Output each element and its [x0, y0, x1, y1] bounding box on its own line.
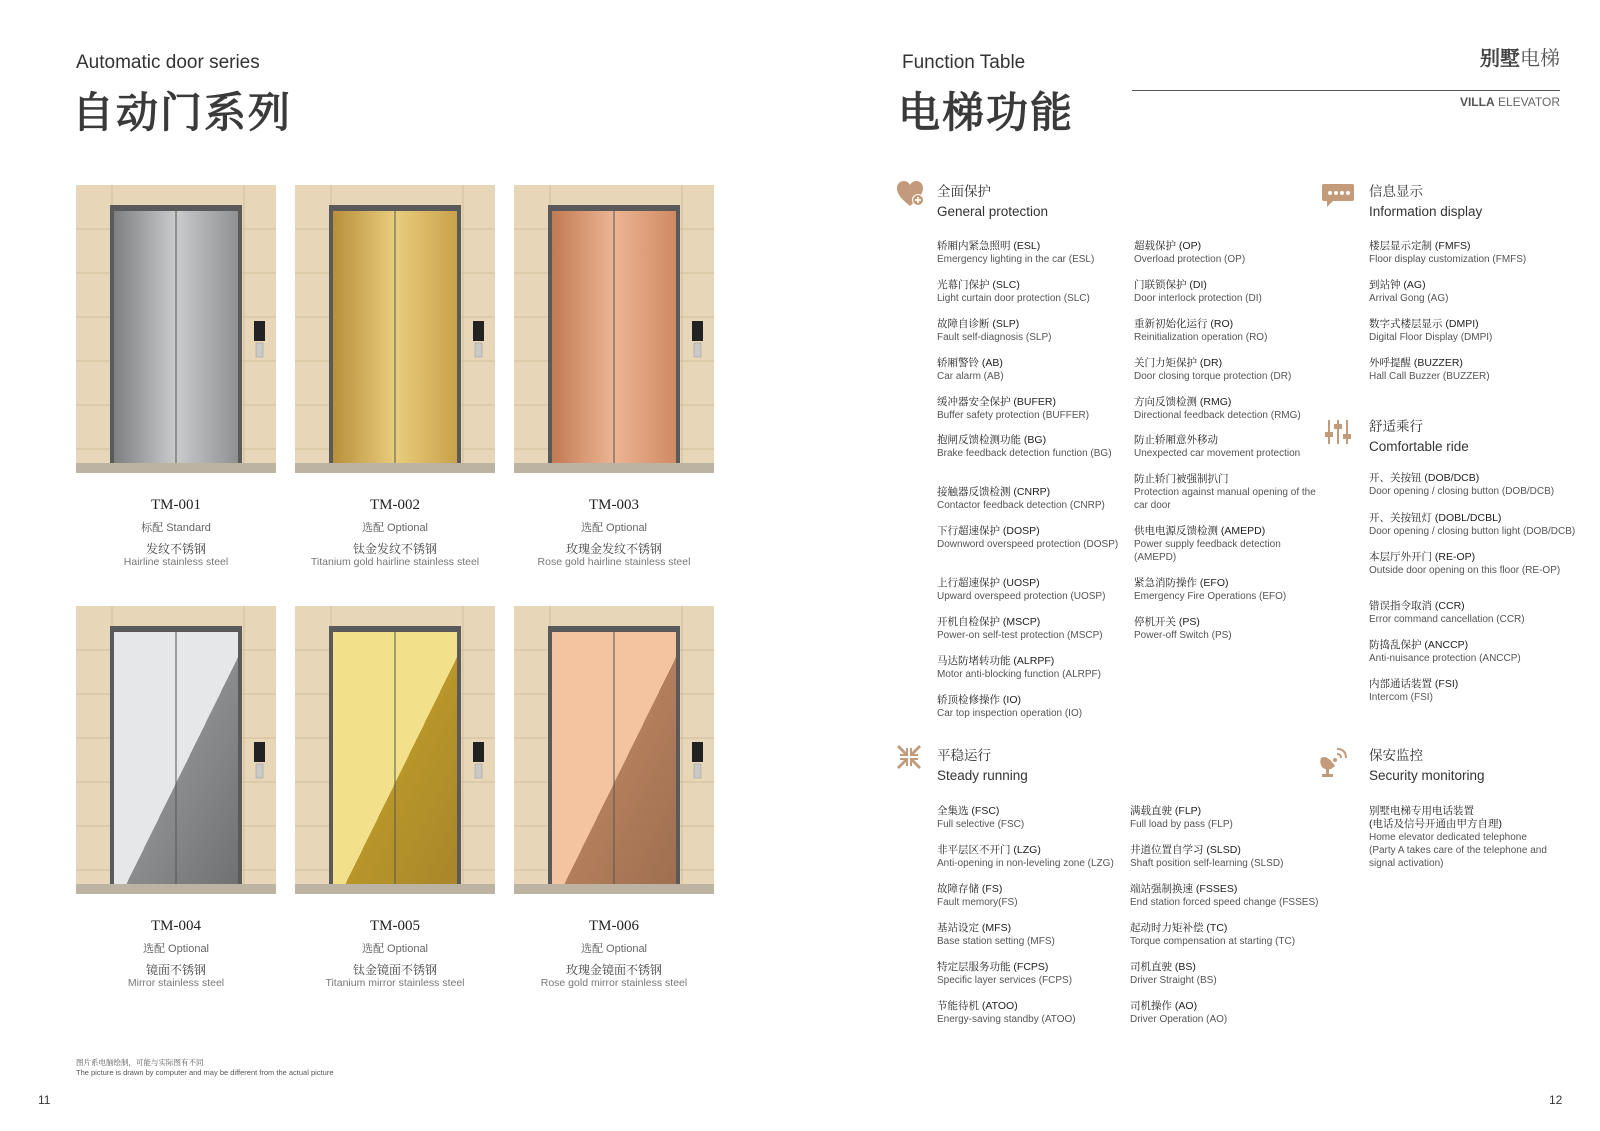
section-info-heading [1369, 180, 1482, 219]
function-item [1130, 844, 1340, 870]
left-page-title: 自动门系列 [72, 88, 293, 137]
function-item [937, 577, 1122, 603]
function-item-en: Unexpected car movement protection [1134, 448, 1301, 459]
function-item [937, 486, 1122, 512]
function-item-en: Car alarm (AB) [937, 371, 1004, 382]
footnote-cn: 图片系电脑绘制，可能与实际图有不同 [76, 1058, 204, 1067]
section-general-cn: 全面保护 [937, 184, 991, 199]
function-item-cn: 缓冲器安全保护 (BUFER) [937, 396, 1056, 408]
function-item [937, 434, 1122, 460]
function-item-cn: 重新初始化运行 (RO) [1134, 318, 1234, 330]
function-item-cn: 供电电源反馈检测 (AMEPD) [1134, 525, 1266, 537]
function-item-cn: 关门力矩保护 (DR) [1134, 357, 1223, 369]
function-item [937, 655, 1122, 681]
page-number-left: 11 [38, 1093, 51, 1107]
function-item-en: Emergency Fire Operations (EFO) [1134, 591, 1287, 602]
section-info-cn: 信息显示 [1369, 184, 1423, 199]
brand-divider [1132, 90, 1560, 91]
function-item-en: Door closing torque protection (DR) [1134, 371, 1292, 382]
function-item [1130, 961, 1340, 987]
function-item-cn: 故障自诊断 (SLP) [937, 318, 1020, 330]
function-item-cn: 满载直驶 (FLP) [1130, 805, 1202, 817]
function-item [1134, 525, 1319, 564]
door-material-cn: 玫瑰金镜面不锈钢 [565, 963, 662, 977]
function-item-cn: 紧急消防操作 (EFO) [1134, 577, 1229, 589]
function-item-en: Brake feedback detection function (BG) [937, 448, 1112, 459]
section-steady-en: Steady running [937, 768, 1028, 783]
function-item-en: Outside door opening on this floor (RE-OP) [1369, 565, 1561, 576]
function-item-cn: 基站设定 (MFS) [937, 922, 1012, 934]
function-item-cn: 起动时力矩补偿 (TC) [1130, 922, 1228, 934]
function-item-en: Anti-nuisance protection (ANCCP) [1369, 653, 1521, 664]
function-item-en: Directional feedback detection (RMG) [1134, 410, 1301, 421]
compress-arrows-icon [896, 744, 922, 770]
function-item-cn: 门联锁保护 (DI) [1134, 279, 1207, 291]
door-code: TM-001 [151, 497, 201, 513]
page-number-right: 12 [1549, 1093, 1563, 1107]
door-option-cn: 标配 [141, 522, 164, 534]
security-item [1369, 805, 1549, 870]
elevator-door-image [295, 606, 495, 894]
function-item-cn: 防止轿厢意外移动 [1134, 434, 1218, 446]
function-item-en: Anti-opening in non-leveling zone (LZG) [937, 858, 1114, 869]
function-item-cn: 本层厅外开门 (RE-OP) [1369, 551, 1476, 563]
section-security-en: Security monitoring [1369, 768, 1485, 783]
function-item-cn: 内部通话装置 (FSI) [1369, 678, 1459, 690]
function-item-cn: 上行超速保护 (UOSP) [937, 577, 1040, 589]
function-item-cn: 轿厢内紧急照明 (ESL) [937, 240, 1041, 252]
brand-logo [1450, 42, 1560, 71]
function-item [1130, 922, 1340, 948]
section-comfort-heading [1369, 415, 1469, 454]
section-steady-heading [937, 744, 1028, 783]
function-item-cn: 开机自检保护 (MSCP) [937, 616, 1041, 628]
door-option [56, 940, 296, 956]
function-item [1134, 279, 1319, 305]
function-item-cn: 马达防堵转功能 (ALRPF) [937, 655, 1055, 667]
function-item [1130, 1000, 1340, 1026]
function-item [937, 525, 1122, 551]
function-item [1134, 434, 1319, 460]
section-general-en: General protection [937, 204, 1049, 219]
function-item-cn: 轿厢警铃 (AB) [937, 357, 1003, 369]
function-item [937, 805, 1132, 831]
security-item-en: Home elevator dedicated telephone (Party A takes care of the telephone and signal activation) [1369, 832, 1547, 869]
function-item [937, 240, 1122, 266]
function-item-en: Digital Floor Display (DMPI) [1369, 332, 1493, 343]
door-option-en: Optional [606, 522, 648, 534]
footnote-en: The picture is drawn by computer and may be different from the actual picture [76, 1068, 334, 1077]
door-code: TM-004 [151, 918, 201, 934]
sliders-icon [1324, 418, 1352, 446]
function-item [937, 357, 1122, 383]
function-item [1130, 805, 1340, 831]
door-option-en: Optional [606, 943, 648, 955]
security-item-cn2: (电话及信号开通由甲方自理) [1369, 818, 1502, 830]
function-item-cn: 外呼提醒 (BUZZER) [1369, 357, 1463, 369]
function-item [1134, 357, 1319, 383]
function-item-cn: 停机开关 (PS) [1134, 616, 1200, 628]
function-item-en: Base station setting (MFS) [937, 936, 1055, 947]
section-info-en: Information display [1369, 204, 1483, 219]
function-item [1134, 473, 1319, 512]
elevator-door-image [76, 606, 276, 894]
function-item-en: Shaft position self-learning (SLSD) [1130, 858, 1284, 869]
function-item [1369, 551, 1594, 577]
door-material-cn: 钛金发纹不锈钢 [352, 542, 437, 556]
function-item-en: Door interlock protection (DI) [1134, 293, 1262, 304]
function-item [1369, 678, 1594, 704]
function-item-cn: 光幕门保护 (SLC) [937, 279, 1020, 291]
function-item [1369, 472, 1594, 498]
function-item-en: Overload protection (OP) [1134, 254, 1246, 265]
function-item-cn: 非平层区不开门 (LZG) [937, 844, 1041, 856]
function-item [1369, 512, 1594, 538]
function-item [937, 883, 1132, 909]
door-option-en: Standard [166, 522, 211, 534]
door-option-en: Optional [168, 943, 210, 955]
function-item-en: Driver Straight (BS) [1130, 975, 1217, 986]
function-item-en: Power-off Switch (PS) [1134, 630, 1232, 641]
function-item-en: Hall Call Buzzer (BUZZER) [1369, 371, 1490, 382]
brand-cn-bold: 别墅 [1480, 48, 1520, 70]
function-item-cn: 司机操作 (AO) [1130, 1000, 1198, 1012]
function-item-cn: 方向反馈检测 (RMG) [1134, 396, 1232, 408]
brand-subtitle [1380, 95, 1560, 109]
function-item [1369, 639, 1594, 665]
function-item-cn: 节能待机 (ATOO) [937, 1000, 1018, 1012]
satellite-dish-icon [1317, 746, 1349, 778]
function-item-en: Power supply feedback detection (AMEPD) [1134, 539, 1281, 563]
function-item [937, 1000, 1132, 1026]
function-item-en: Reinitialization operation (RO) [1134, 332, 1268, 343]
function-item-en: Error command cancellation (CCR) [1369, 614, 1525, 625]
function-item-cn: 开、关按钮灯 (DOBL/DCBL) [1369, 512, 1502, 524]
left-page-subtitle: Automatic door series [76, 52, 260, 73]
function-item-cn: 数字式楼层显示 (DMPI) [1369, 318, 1479, 330]
function-item [937, 318, 1122, 344]
function-item [1134, 318, 1319, 344]
function-item-cn: 特定层服务功能 (FCPS) [937, 961, 1049, 973]
heart-plus-icon [896, 180, 926, 208]
function-item-en: Fault memory(FS) [937, 897, 1018, 908]
function-item-en: Car top inspection operation (IO) [937, 708, 1083, 719]
door-material-en: Titanium gold hairline stainless steel [310, 556, 480, 568]
function-item-en: Motor anti-blocking function (ALRPF) [937, 669, 1101, 680]
door-material-en: Rose gold mirror stainless steel [540, 977, 688, 989]
function-item [1130, 883, 1340, 909]
door-code: TM-002 [370, 497, 420, 513]
door-code: TM-006 [589, 918, 639, 934]
footnote [76, 1058, 334, 1078]
function-item [1369, 240, 1569, 266]
chat-bubble-icon [1321, 183, 1355, 209]
function-item-en: Emergency lighting in the car (ESL) [937, 254, 1095, 265]
function-item [937, 616, 1122, 642]
function-item-en: Full load by pass (FLP) [1130, 819, 1233, 830]
section-comfort-cn: 舒适乘行 [1369, 419, 1423, 434]
section-comfort-en: Comfortable ride [1369, 439, 1469, 454]
door-option-cn: 选配 [142, 943, 165, 955]
function-item-en: End station forced speed change (FSSES) [1130, 897, 1319, 908]
door-option [494, 940, 734, 956]
function-item-en: Protection against manual opening of the car door [1134, 487, 1316, 511]
function-item-cn: 到站钟 (AG) [1369, 279, 1426, 291]
door-option-cn: 选配 [580, 943, 603, 955]
door-material-en: Titanium mirror stainless steel [325, 977, 465, 989]
function-item [937, 279, 1122, 305]
function-item-cn: 全集选 (FSC) [937, 805, 1000, 817]
function-item [1369, 318, 1569, 344]
right-page-subtitle: Function Table [902, 52, 1026, 73]
function-item-cn: 轿顶检修操作 (IO) [937, 694, 1021, 706]
function-item-en: Floor display customization (FMFS) [1369, 254, 1527, 265]
function-item-cn: 开、关按钮 (DOB/DCB) [1369, 472, 1480, 484]
function-item-cn: 防止轿门被强制扒门 [1134, 473, 1229, 485]
function-item [937, 396, 1122, 422]
door-material-en: Rose gold hairline stainless steel [537, 556, 691, 568]
function-item-cn: 端站强制换速 (FSSES) [1130, 883, 1238, 895]
function-item-cn: 错误指令取消 (CCR) [1369, 600, 1465, 612]
door-option [275, 519, 515, 535]
door-option-en: Optional [387, 943, 429, 955]
right-page-title: 电梯功能 [898, 88, 1075, 137]
function-item-en: Energy-saving standby (ATOO) [937, 1014, 1076, 1025]
function-item-en: Door opening / closing button (DOB/DCB) [1369, 486, 1555, 497]
door-material-cn: 钛金镜面不锈钢 [352, 963, 437, 977]
door-option-cn: 选配 [361, 522, 384, 534]
function-item [1369, 357, 1569, 383]
door-option-en: Optional [387, 522, 429, 534]
function-item-en: Upward overspeed protection (UOSP) [937, 591, 1106, 602]
function-item-en: Contactor feedback detection (CNRP) [937, 500, 1105, 511]
function-item-cn: 故障存储 (FS) [937, 883, 1003, 895]
door-material-en: Mirror stainless steel [127, 977, 225, 989]
security-item-cn1: 别墅电梯专用电话装置 [1369, 805, 1474, 817]
function-item-en: Fault self-diagnosis (SLP) [937, 332, 1052, 343]
door-material-cn: 发纹不锈钢 [145, 542, 206, 556]
door-code: TM-005 [370, 918, 420, 934]
section-security-cn: 保安监控 [1369, 748, 1423, 763]
function-item-cn: 下行超速保护 (DOSP) [937, 525, 1040, 537]
function-item [937, 961, 1132, 987]
function-item-cn: 抱闸反馈检测功能 (BG) [937, 434, 1047, 446]
door-option-cn: 选配 [580, 522, 603, 534]
brand-cn: 电梯 [1520, 48, 1560, 70]
function-item-en: Buffer safety protection (BUFFER) [937, 410, 1090, 421]
function-item-en: Specific layer services (FCPS) [937, 975, 1073, 986]
door-option [494, 519, 734, 535]
function-item-en: Driver Operation (AO) [1130, 1014, 1228, 1025]
door-material-cn: 玫瑰金发纹不锈钢 [565, 542, 662, 556]
function-item [937, 922, 1132, 948]
section-security-heading [1369, 744, 1485, 783]
door-code: TM-003 [589, 497, 639, 513]
function-item-en: Door opening / closing button light (DOB/DCB) [1369, 526, 1576, 537]
function-item-en: Intercom (FSI) [1369, 692, 1433, 703]
function-item-cn: 井道位置自学习 (SLSD) [1130, 844, 1241, 856]
function-item [1134, 577, 1319, 603]
elevator-door-image [295, 185, 495, 473]
function-item-en: Torque compensation at starting (TC) [1130, 936, 1296, 947]
function-item-cn: 司机直驶 (BS) [1130, 961, 1196, 973]
brand-en: ELEVATOR [1494, 95, 1560, 109]
elevator-door-image [514, 185, 714, 473]
elevator-door-image [514, 606, 714, 894]
door-option-cn: 选配 [361, 943, 384, 955]
section-steady-cn: 平稳运行 [937, 748, 991, 763]
function-item [1369, 279, 1569, 305]
function-item-en: Power-on self-test protection (MSCP) [937, 630, 1103, 641]
door-option [56, 519, 296, 535]
door-material-cn: 镜面不锈钢 [145, 963, 206, 977]
door-material-en: Hairline stainless steel [123, 556, 229, 568]
elevator-door-image [76, 185, 276, 473]
function-item-en: Arrival Gong (AG) [1369, 293, 1449, 304]
function-item-cn: 楼层显示定制 (FMFS) [1369, 240, 1471, 252]
function-item-cn: 防捣乱保护 (ANCCP) [1369, 639, 1469, 651]
section-general-heading [937, 180, 1048, 219]
function-item-en: Full selective (FSC) [937, 819, 1025, 830]
function-item-en: Downword overspeed protection (DOSP) [937, 539, 1119, 550]
brand-en-bold: VILLA [1459, 95, 1495, 109]
function-item-cn: 超载保护 (OP) [1134, 240, 1202, 252]
door-option [275, 940, 515, 956]
function-item-en: Light curtain door protection (SLC) [937, 293, 1090, 304]
function-item-cn: 接触器反馈检测 (CNRP) [937, 486, 1051, 498]
function-item [1134, 240, 1319, 266]
function-item [1134, 396, 1319, 422]
function-item [937, 844, 1132, 870]
function-item [1369, 600, 1594, 626]
function-item [1134, 616, 1319, 642]
function-item [937, 694, 1122, 720]
